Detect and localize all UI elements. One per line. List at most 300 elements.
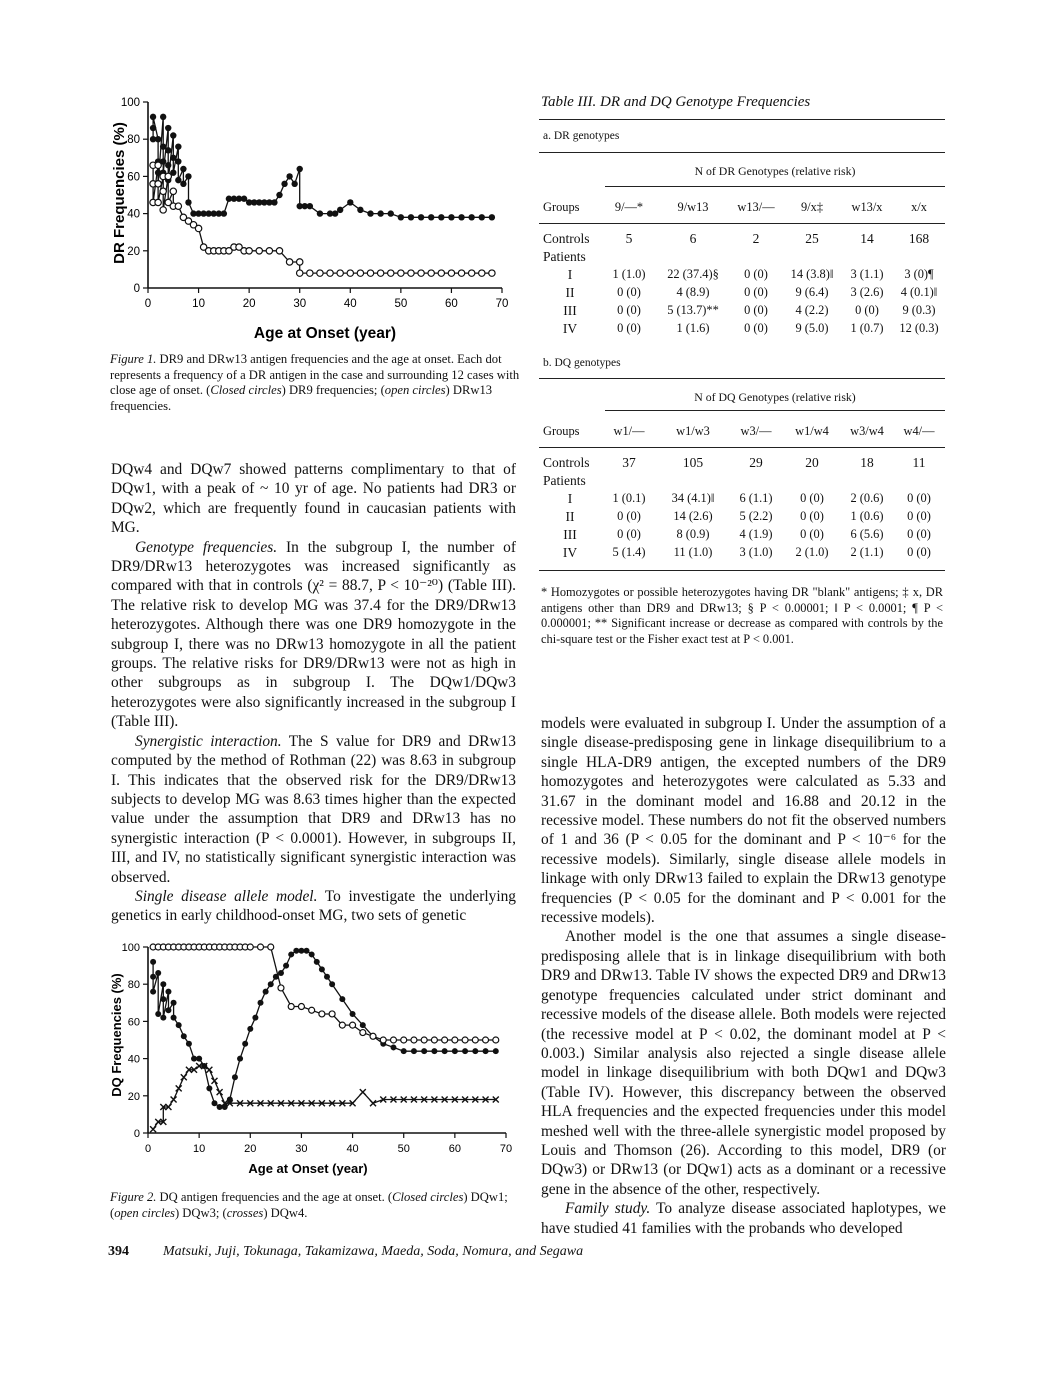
data-point-closed — [489, 214, 495, 220]
data-point-closed — [347, 199, 353, 205]
table-cell: 0 (0) — [800, 527, 824, 541]
data-point-open — [468, 270, 474, 276]
data-point-cross — [176, 1085, 182, 1091]
x-tick-label: 70 — [499, 1143, 513, 1155]
data-point-closed — [317, 210, 323, 216]
data-point-closed — [278, 970, 284, 976]
x-tick-label: 50 — [394, 298, 408, 310]
right-paragraph-3-body: To analyze disease associated haplotypes, we have studied 41 families with the probands who developed — [541, 1200, 946, 1237]
data-point-open — [195, 225, 201, 231]
x-tick-label: 20 — [244, 1143, 257, 1155]
data-point-open — [247, 944, 253, 950]
table-cell: 0 (0) — [617, 527, 641, 541]
data-point-open — [428, 270, 434, 276]
column-header-groups: Groups — [543, 424, 580, 439]
single-disease-allele-heading: Single disease allele model. — [135, 887, 318, 905]
data-point-open — [390, 1037, 396, 1043]
data-point-open — [327, 270, 333, 276]
data-point-closed — [418, 214, 424, 220]
figure-1-caption-text: DR9 and DRw13 antigen frequencies and the age at onset. Each dot represents a frequency of a DR antigen in the case and surrounding 12 cases with close age of onset. ( — [110, 352, 520, 398]
data-point-open — [458, 270, 464, 276]
y-tick-label: 60 — [127, 171, 140, 184]
left-column-text — [111, 460, 516, 926]
figure-2-caption-open: open circles — [114, 1205, 175, 1220]
data-point-closed — [268, 981, 274, 987]
table-cell: 8 (0.9) — [676, 527, 710, 541]
data-point-closed — [150, 959, 156, 965]
data-point-closed — [297, 166, 303, 172]
column-header: w13/x — [851, 200, 883, 215]
figure-2-caption-label: Figure 2. — [110, 1190, 157, 1204]
data-point-closed — [232, 1074, 238, 1080]
x-tick-label: 60 — [448, 1143, 461, 1155]
data-point-open — [155, 162, 161, 168]
table-cell: 29 — [749, 454, 763, 470]
row-group: I — [567, 490, 573, 506]
right-paragraph-1: models were evaluated in subgroup I. Under the assumption of a single disease-predisposing gene in linkage disequilibrium to a single HLA-DR9 antigen, the excepted numbers of the DR9 homozygotes and heterozygotes were calculated as 5.33 and 31.67 in the dominant model and 16.88 and 20.12 in the recessive model. These numbers do not fit the observed numbers of 1 and 36 (P < 0.05 for the dominant and P < 10⁻⁶ for the recessive models). Similarly, single disease allele models in linkage with only DRw13 failed to explain the DRw13 genotype frequencies (P < 0.05 for the dominant and P < 0.001 for the recessive models). — [541, 715, 946, 927]
table-cell: 0 (0) — [617, 285, 641, 299]
table-cell: 4 (2.2) — [795, 303, 829, 317]
table-row — [539, 230, 945, 248]
data-point-closed — [150, 125, 156, 131]
data-point-open — [258, 944, 264, 950]
x-tick-label: 50 — [397, 1143, 410, 1155]
table-3a-label: a. DR genotypes — [543, 130, 620, 142]
data-point-closed — [442, 1048, 448, 1054]
data-point-closed — [165, 125, 171, 131]
data-point-closed — [186, 1041, 192, 1047]
data-point-closed — [185, 199, 191, 205]
data-point-open — [307, 270, 313, 276]
data-point-closed — [324, 974, 330, 980]
table-cell: 0 (0) — [744, 321, 768, 335]
table-3-footnote: * Homozygotes or possible heterozygotes having DR "blank" antigens; ‡ x, DR antigens other than DR9 and DRw13; § P < 0.00001; ǁ P < 0.0001; ¶ P < 0.000001; ** Significant increase or decrease as compared with controls by the chi-square test or the Fisher exact test at P < 0.001. — [541, 585, 943, 646]
table-cell: 0 (0) — [800, 491, 824, 505]
data-point-cross — [217, 1089, 223, 1095]
data-point-open — [317, 270, 323, 276]
column-header: x/x — [911, 200, 927, 215]
figure-1-caption-open: open circles — [384, 383, 446, 398]
genotype-frequencies-heading: Genotype frequencies. — [135, 538, 278, 556]
data-point-closed — [247, 1026, 253, 1032]
column-header: w4/— — [903, 424, 935, 439]
table-3b-header-rule — [605, 410, 945, 411]
table-cell: 4 (8.9) — [676, 285, 710, 299]
data-point-closed — [339, 996, 345, 1002]
data-point-closed — [319, 966, 325, 972]
data-point-closed — [468, 214, 474, 220]
data-point-closed — [165, 162, 171, 168]
left-paragraph-1: DQw4 and DQw7 showed patterns complimentary to that of DQw1, with a peak of ~ 10 yr of age. No patients had DR3 or DQw2, which are frequently found in caucasian patients with MG. — [111, 461, 516, 537]
figure-2-xlabel: Age at Onset (year) — [248, 1161, 368, 1176]
figure-2-caption-mid1: ) DQw1; ( — [110, 1190, 508, 1220]
data-point-open — [377, 270, 383, 276]
table-3a-header-rule — [605, 186, 945, 187]
table-cell: 22 (37.4)§ — [667, 267, 719, 281]
table-cell: 11 — [912, 454, 926, 470]
table-cell: 3 (1.0) — [739, 545, 773, 559]
table-cell: 4 (1.9) — [739, 527, 773, 541]
figure-1-chart — [100, 88, 520, 346]
data-point-closed — [155, 1011, 161, 1017]
table-row — [539, 248, 945, 266]
data-point-closed — [281, 181, 287, 187]
x-tick-label: 30 — [293, 298, 307, 310]
row-group: Patients — [543, 248, 586, 264]
data-point-closed — [401, 1048, 407, 1054]
data-point-closed — [411, 1048, 417, 1054]
row-group: IV — [562, 544, 578, 560]
table-cell: 0 (0) — [907, 545, 931, 559]
table-cell — [657, 248, 729, 266]
table-3-bottom-rule — [539, 570, 945, 571]
data-point-closed — [286, 173, 292, 179]
table-cell — [729, 472, 783, 490]
table-cell: 37 — [622, 454, 636, 470]
data-point-open — [288, 1004, 294, 1010]
data-point-open — [170, 188, 176, 194]
table-row — [539, 284, 945, 302]
data-point-open — [408, 270, 414, 276]
data-point-closed — [191, 1056, 197, 1062]
table-cell: 0 (0) — [617, 321, 641, 335]
table-cell: 0 (0) — [744, 267, 768, 281]
figure-1-caption-label: Figure 1. — [110, 352, 157, 366]
data-point-open — [268, 944, 274, 950]
data-point-closed — [165, 147, 171, 153]
table-cell — [729, 248, 783, 266]
figure-2-caption-mid2: ) DQw3; ( — [174, 1205, 227, 1220]
data-point-closed — [252, 1015, 258, 1021]
data-point-closed — [421, 1048, 427, 1054]
data-point-closed — [408, 214, 414, 220]
data-point-open — [298, 1004, 304, 1010]
data-point-closed — [452, 1048, 458, 1054]
table-cell: 105 — [682, 454, 704, 470]
running-footer-authors: Matsuki, Juji, Tokunaga, Takamizawa, Maeda, Soda, Nomura, and Segawa — [163, 1244, 584, 1259]
data-point-closed — [150, 974, 156, 980]
x-tick-label: 20 — [242, 298, 256, 310]
data-point-open — [266, 248, 272, 254]
data-point-closed — [160, 996, 166, 1002]
data-point-closed — [155, 136, 161, 142]
data-point-closed — [150, 989, 156, 995]
table-cell: 3 (2.6) — [850, 285, 884, 299]
table-row — [539, 472, 945, 490]
x-tick-label: 60 — [445, 298, 458, 310]
x-tick-label: 40 — [346, 1143, 359, 1155]
table-cell: 5 (2.2) — [739, 509, 773, 523]
right-paragraph-2-body: Another model is the one that assumes a single disease-predisposing allele that is in linkage disequilibrium with both DR9 and DRw13. Table IV shows the expected DR9 and DRw13 genotype frequencies calculated under strict dominant and recessive models of the disease allele. Both models were rejected (the recessive model at P < 0.02, the dominant model at P < 0.003.) Similar analysis also rejected a single disease allele model in linkage disequilibrium with both DQw1 and DQw3 (Table IV). However, this discrepancy between the observed HLA frequencies and the expected frequencies under this model meshed well with the three-allele synergistic model proposed by Louis and Thomson (26). According to this model, DR9 (or DQw3) or DRw13 (or DQw1) acts as a dominant or a recessive gene in the absence of the other, respectively. — [541, 928, 946, 1198]
table-cell: 0 (0) — [907, 491, 931, 505]
table-cell: 14 (3.8)ǁ — [790, 267, 834, 281]
figure-1-caption — [110, 352, 520, 414]
y-tick-label: 100 — [121, 942, 140, 954]
table-cell: 4 (0.1)ǁ — [900, 285, 938, 299]
left-paragraph-4 — [111, 887, 516, 926]
y-tick-label: 0 — [133, 283, 140, 295]
data-point-open — [165, 173, 171, 179]
data-point-closed — [258, 1000, 264, 1006]
column-header: w1/w3 — [676, 424, 710, 439]
data-point-closed — [329, 981, 335, 987]
data-point-closed — [438, 214, 444, 220]
data-point-open — [380, 1037, 386, 1043]
figure-1-caption-closed: Closed circles — [210, 383, 282, 398]
table-cell: 9 (0.3) — [902, 303, 936, 317]
data-point-closed — [160, 114, 166, 120]
table-header-row — [539, 193, 945, 223]
table-cell — [841, 248, 893, 266]
data-point-open — [309, 1007, 315, 1013]
data-point-open — [398, 270, 404, 276]
table-cell: 34 (4.1)ǁ — [671, 491, 715, 505]
x-tick-label: 40 — [343, 298, 357, 310]
data-point-closed — [211, 1100, 217, 1106]
table-3b — [539, 417, 945, 562]
figure-2-caption-closed: Closed circles — [392, 1190, 464, 1204]
table-cell: 0 (0) — [907, 509, 931, 523]
data-point-closed — [160, 1015, 166, 1021]
table-cell: 6 — [689, 230, 697, 246]
table-3a-header: N of DR Genotypes (relative risk) — [694, 164, 856, 178]
row-group: III — [563, 526, 577, 542]
table-row — [539, 490, 945, 508]
data-point-open — [297, 270, 303, 276]
table-cell: 1 (0.6) — [850, 509, 884, 523]
page-number: 394 — [108, 1244, 129, 1259]
column-header: 9/x‡ — [800, 200, 824, 215]
table-3b-label: b. DQ genotypes — [543, 357, 621, 369]
table-row — [539, 454, 945, 472]
data-point-closed — [165, 1007, 171, 1013]
table-header-row — [539, 417, 945, 447]
row-group: III — [563, 302, 577, 318]
data-point-open — [319, 1011, 325, 1017]
data-point-open — [448, 270, 454, 276]
table-cell: 18 — [860, 454, 874, 470]
left-paragraph-3 — [111, 732, 516, 887]
data-point-closed — [458, 214, 464, 220]
data-point-open — [278, 985, 284, 991]
data-point-open — [479, 270, 485, 276]
data-point-closed — [175, 143, 181, 149]
data-point-closed — [304, 948, 310, 954]
data-point-open — [246, 248, 252, 254]
data-point-open — [483, 1037, 489, 1043]
data-point-closed — [431, 1048, 437, 1054]
x-tick-label: 0 — [144, 1143, 152, 1155]
figure-2-ylabel: DQ Frequencies (%) — [109, 973, 124, 1097]
data-point-open — [350, 1022, 356, 1028]
x-tick-label: 10 — [193, 1143, 206, 1155]
data-point-closed — [283, 963, 289, 969]
figure-1-caption-mid: ) DR9 frequencies; ( — [281, 383, 385, 398]
data-point-closed — [448, 214, 454, 220]
data-point-closed — [298, 948, 304, 954]
table-cell — [601, 472, 657, 490]
y-tick-label: 100 — [120, 97, 140, 109]
data-point-open — [155, 199, 161, 205]
data-point-open — [329, 1011, 335, 1017]
table-cell — [841, 472, 893, 490]
data-point-open — [297, 259, 303, 265]
table-cell: 0 (0) — [800, 509, 824, 523]
trend-curve-closed — [153, 117, 492, 217]
table-cell: 0 (0) — [744, 303, 768, 317]
table-cell: 5 (1.4) — [612, 545, 646, 559]
data-point-closed — [479, 214, 485, 220]
column-header: 9/w13 — [677, 200, 709, 215]
table-3a — [539, 193, 945, 338]
data-point-cross — [211, 1078, 217, 1084]
table-row — [539, 526, 945, 544]
data-point-open — [493, 1037, 499, 1043]
data-point-open — [160, 188, 166, 194]
x-tick-label: 30 — [295, 1143, 308, 1155]
data-point-closed — [350, 1011, 356, 1017]
data-point-closed — [390, 1044, 396, 1050]
table-cell: 0 (0) — [744, 285, 768, 299]
data-point-open — [462, 1037, 468, 1043]
figure-2-caption-end: ) DQw4. — [263, 1205, 308, 1220]
data-point-cross — [171, 1097, 177, 1103]
table-row — [539, 544, 945, 562]
table-cell — [783, 472, 841, 490]
row-group: IV — [562, 320, 578, 336]
x-tick-label: 10 — [192, 298, 205, 310]
right-paragraph-3 — [541, 1199, 946, 1238]
y-tick-label: 80 — [127, 979, 140, 992]
data-point-open — [360, 1030, 366, 1036]
table-cell: 12 (0.3) — [899, 321, 939, 335]
table-cell: 1 (1.0) — [612, 267, 646, 281]
data-point-closed — [398, 214, 404, 220]
data-point-closed — [276, 192, 282, 198]
data-point-closed — [377, 210, 383, 216]
data-point-open — [256, 248, 262, 254]
data-point-open — [411, 1037, 417, 1043]
table-cell: 2 (0.6) — [850, 491, 884, 505]
x-tick-label: 0 — [144, 298, 152, 310]
data-point-cross — [370, 1100, 376, 1106]
left-paragraph-3-body: The S value for DR9 and DRw13 computed by the method of Rothman (22) was 8.63 in subgroup I. This indicates that the observed risk for the DR9/DRw13 subjects to develop MG was 8.63 times higher than the expected value under the assumption that DR9 and DRw13 has no synergistic interaction (P < 0.0001). However, in subgroups II, III, and IV, no statistically significant synergistic interaction was observed. — [111, 732, 516, 886]
table-cell: 5 (13.7)** — [667, 303, 719, 317]
table-cell: 168 — [908, 230, 930, 246]
table-3a-rule — [539, 152, 945, 153]
figure-1-caption-end: ) DRw13 frequencies. — [110, 383, 493, 413]
data-point-open — [431, 1037, 437, 1043]
table-cell — [601, 248, 657, 266]
data-point-closed — [176, 1022, 182, 1028]
figure-1-ylabel: DR Frequencies (%) — [111, 122, 128, 264]
left-paragraph-4-body: To investigate the underlying genetics in early childhood-onset MG, two sets of genetic — [111, 887, 517, 925]
data-point-open — [357, 270, 363, 276]
table-cell: 11 (1.0) — [673, 545, 713, 559]
data-point-open — [401, 1037, 407, 1043]
figure-2-caption-crosses: crosses — [226, 1205, 264, 1220]
left-paragraph-2 — [111, 538, 516, 732]
data-point-closed — [206, 1085, 212, 1091]
data-point-open — [489, 270, 495, 276]
column-header: w1/— — [613, 424, 645, 439]
data-point-closed — [180, 166, 186, 172]
data-point-closed — [263, 989, 269, 995]
data-point-open — [339, 1022, 345, 1028]
figure-2-caption-text: DQ antigen frequencies and the age at onset. ( — [156, 1190, 393, 1204]
data-point-open — [347, 270, 353, 276]
data-point-open — [367, 270, 373, 276]
data-point-closed — [337, 207, 343, 213]
right-column-text — [541, 714, 946, 1238]
data-point-open — [442, 1037, 448, 1043]
y-tick-label: 0 — [133, 1128, 140, 1140]
data-point-closed — [155, 970, 161, 976]
row-group: Controls — [543, 454, 590, 470]
data-point-cross — [360, 1089, 366, 1095]
data-point-closed — [483, 1048, 489, 1054]
trend-curve-open — [153, 947, 496, 1040]
data-point-open — [472, 1037, 478, 1043]
figure-2-caption — [110, 1190, 520, 1221]
data-point-open — [160, 207, 166, 213]
data-point-closed — [314, 959, 320, 965]
data-point-closed — [428, 214, 434, 220]
table-cell: 14 (2.6) — [673, 509, 713, 523]
table-cell — [657, 472, 729, 490]
left-paragraph-2-body: In the subgroup I, the number of DR9/DRw13 heterozygotes was increased significantly as compared with that in controls (χ² = 88.7, P < 10⁻²⁰) (Table III). The relative risk to develop MG was 37.4 for the DR9/DRw13 heterozygotes. Although there was one DR9 homozygote in the subgroup I, there was no DRw13 homozygote in all the patient groups. The relative risks for DR9/DRw13 were not as high in other subgroups as in subgroup I. The DQw1/DQw3 heterozygotes were also significantly increased in the subgroup I (Table III). — [111, 538, 516, 731]
table-cell: 1 (0.7) — [850, 321, 884, 335]
data-point-closed — [217, 1104, 223, 1110]
row-group: Patients — [543, 472, 586, 488]
data-point-open — [370, 1033, 376, 1039]
data-point-closed — [160, 981, 166, 987]
row-group: Controls — [543, 230, 590, 246]
y-tick-label: 80 — [127, 134, 140, 147]
trend-curve-cross — [153, 1066, 496, 1129]
table-cell: 20 — [805, 454, 819, 470]
trend-curve-closed — [153, 951, 496, 1107]
data-point-closed — [360, 1022, 366, 1028]
column-header: w1/w4 — [795, 424, 829, 439]
table-cell: 0 (0) — [617, 509, 641, 523]
x-tick-label: 70 — [495, 298, 509, 310]
data-point-closed — [171, 1000, 177, 1006]
figure-2-chart — [100, 930, 520, 1186]
table-cell: 25 — [805, 230, 819, 246]
table-cell: 2 — [752, 230, 760, 246]
table-row — [539, 320, 945, 338]
right-paragraph-2 — [541, 927, 946, 1199]
data-point-open — [337, 270, 343, 276]
y-tick-label: 20 — [127, 245, 140, 258]
table-cell: 2 (1.0) — [795, 545, 829, 559]
table-cell — [893, 472, 945, 490]
table-cell: 3 (0)¶ — [904, 267, 934, 281]
data-point-closed — [237, 1056, 243, 1062]
data-point-cross — [206, 1067, 212, 1073]
family-study-heading: Family study. — [565, 1200, 651, 1218]
table-3-top-rule — [539, 119, 945, 120]
column-header-groups: Groups — [543, 200, 580, 215]
data-point-open — [175, 203, 181, 209]
data-point-closed — [309, 951, 315, 957]
column-header: 9/—* — [614, 200, 644, 215]
data-point-closed — [288, 951, 294, 957]
table-3b-rule — [539, 378, 945, 379]
table-cell: 5 — [625, 230, 633, 246]
data-point-closed — [171, 1015, 177, 1021]
